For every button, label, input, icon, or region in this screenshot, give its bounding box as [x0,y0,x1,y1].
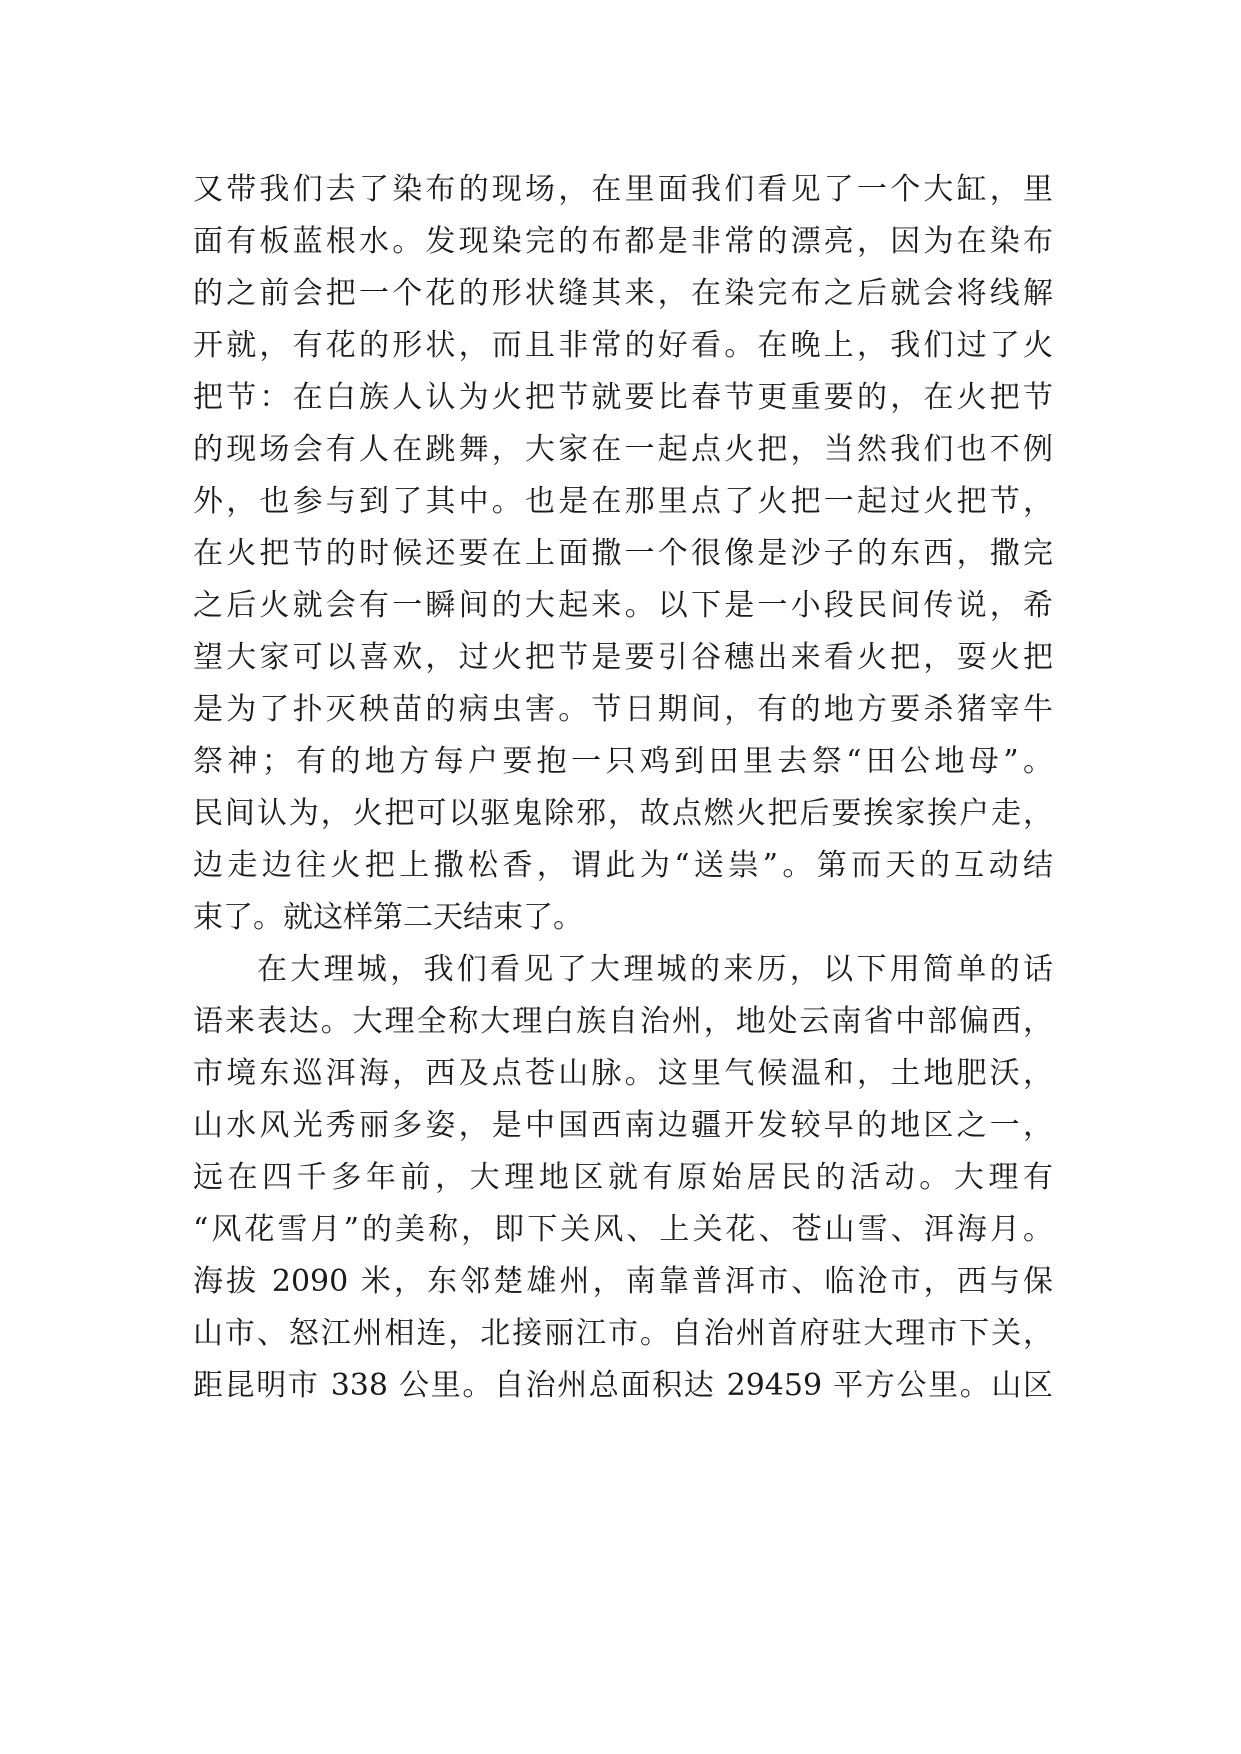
text-line: 面有板蓝根水。发现染完的布都是非常的漂亮，因为在染布 [193,224,1053,259]
text-line: 把节：在白族人认为火把节就要比春节更重要的，在火把节 [193,380,1053,415]
text-line: 语来表达。大理全称大理白族自治州，地处云南省中部偏西， [193,1004,1053,1039]
text-line: 山水风光秀丽多姿，是中国西南边疆开发较早的地区之一， [193,1108,1053,1143]
text-line: 的现场会有人在跳舞，大家在一起点火把，当然我们也不例 [193,432,1053,467]
text-line: 又带我们去了染布的现场，在里面我们看见了一个大缸，里 [193,172,1053,207]
text-line: 之后火就会有一瞬间的大起来。以下是一小段民间传说，希 [193,588,1053,623]
text-line: 在大理城，我们看见了大理城的来历，以下用简单的话 [257,952,1053,987]
text-line: 山市、怒江州相连，北接丽江市。自治州首府驻大理市下关， [193,1316,1053,1351]
paragraph-1 [193,164,1053,944]
body-text [193,164,1053,1412]
text-line: 市境东巡洱海，西及点苍山脉。这里气候温和，土地肥沃， [193,1056,1053,1091]
text-line: 望大家可以喜欢，过火把节是要引谷穗出来看火把，耍火把 [193,640,1053,675]
text-line: 开就，有花的形状，而且非常的好看。在晚上，我们过了火 [193,328,1053,363]
text-line: 边走边往火把上撒松香，谓此为“送祟”。第而天的互动结 [193,848,1053,883]
text-line: 海拔 2090 米，东邻楚雄州，南靠普洱市、临沧市，西与保 [193,1264,1053,1299]
text-line: 是为了扑灭秧苗的病虫害。节日期间，有的地方要杀猪宰牛 [193,692,1053,727]
text-line: 束了。就这样第二天结束了。 [193,900,583,935]
text-line: “风花雪月”的美称，即下关风、上关花、苍山雪、洱海月。 [193,1212,1053,1247]
text-line: 的之前会把一个花的形状缝其来，在染完布之后就会将线解 [193,276,1053,311]
text-line: 距昆明市 338 公里。自治州总面积达 29459 平方公里。山区 [193,1368,1053,1403]
text-line: 民间认为，火把可以驱鬼除邪，故点燃火把后要挨家挨户走， [193,796,1053,831]
paragraph-2 [193,944,1053,1412]
text-line: 在火把节的时候还要在上面撒一个很像是沙子的东西，撒完 [193,536,1053,571]
text-line: 远在四千多年前，大理地区就有原始居民的活动。大理有 [193,1160,1053,1195]
text-line: 外，也参与到了其中。也是在那里点了火把一起过火把节， [193,484,1053,519]
text-line: 祭神；有的地方每户要抱一只鸡到田里去祭“田公地母”。 [193,744,1053,779]
